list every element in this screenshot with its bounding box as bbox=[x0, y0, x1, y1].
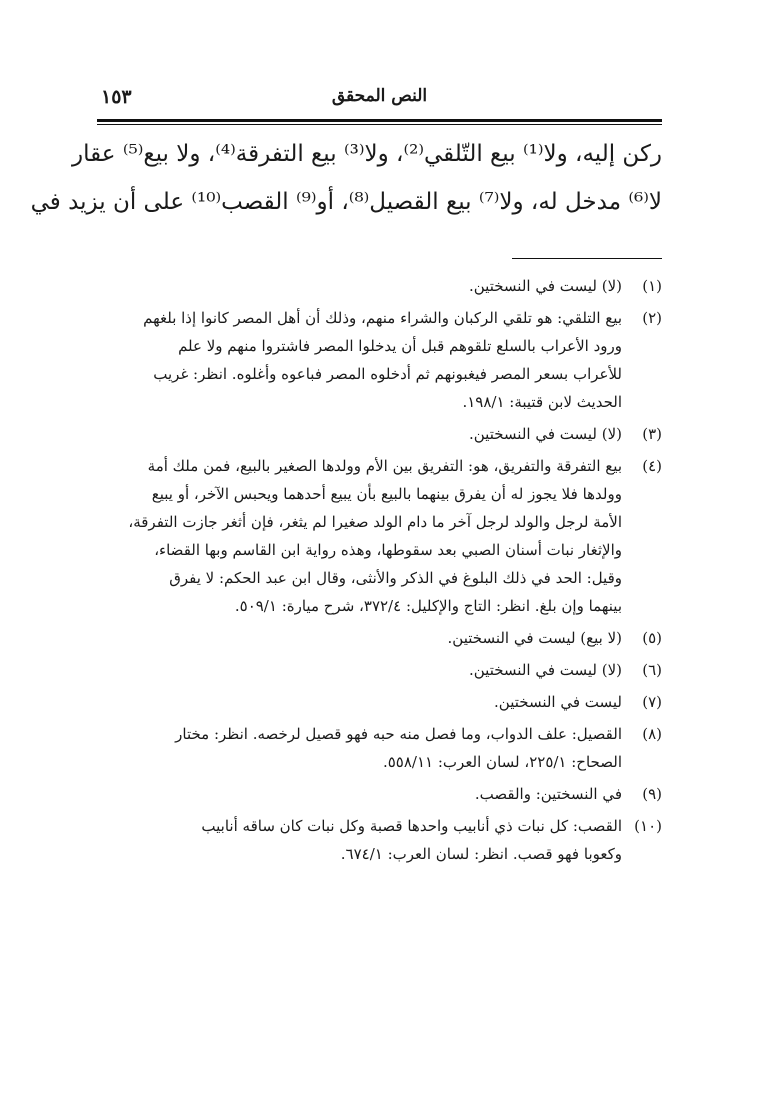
footnote-text: بيع التلقي: هو تلقي الركبان والشراء منهم، وذلك أن أهل المصر كانوا إذا بلغهم bbox=[143, 309, 622, 327]
footnote bbox=[97, 272, 662, 300]
footnote-line: الحديث لابن قتيبة: ١٩٨/١. bbox=[462, 393, 622, 411]
footnote-line: للأعراب بسعر المصر فيغبونهم ثم أدخلوه المصر فباعوه وأغلوه. انظر: غريب bbox=[153, 365, 622, 383]
footnote-line: بينهما وإن بلغ. انظر: التاج والإكليل: ٣٧٢/٤، شرح ميارة: ٥٠٩/١. bbox=[234, 597, 622, 615]
main-text-line: ركن إليه، ولا⁽¹⁾ بيع التّلقي⁽²⁾، ولا⁽³⁾ بيع التفرقة⁽⁴⁾، ولا بيع⁽⁵⁾ عقار bbox=[72, 141, 662, 167]
footnote-line bbox=[97, 272, 662, 300]
footnote-line bbox=[97, 720, 662, 748]
main-text-line: لا⁽⁶⁾ مدخل له، ولا⁽⁷⁾ بيع القصيل⁽⁸⁾، أو⁽⁹⁾ القصب⁽¹⁰⁾ على أن يزيد في bbox=[30, 189, 662, 215]
footnote-text: (لا بيع) ليست في النسختين. bbox=[447, 629, 622, 647]
header-rule-thin bbox=[97, 124, 662, 125]
footnote bbox=[97, 304, 662, 416]
footnote-line bbox=[97, 624, 662, 652]
footnote-line: الصحاح: ٢٢٥/١، لسان العرب: ٥٥٨/١١. bbox=[382, 753, 622, 771]
footnote-line: ورود الأعراب بالسلع تلقوهم قبل أن يدخلوا المصر فاشتروا منهم ولا علم bbox=[178, 337, 622, 355]
footnote-text: القصب: كل نبات ذي أنابيب واحدها قصبة وكل نبات كان ساقه أنابيب bbox=[201, 817, 622, 835]
footnotes bbox=[97, 272, 662, 872]
footnote bbox=[97, 720, 662, 776]
footnote-line bbox=[97, 812, 662, 840]
footnote-number: (١٠) bbox=[634, 817, 662, 835]
footnote-text: ليست في النسختين. bbox=[494, 693, 622, 711]
header-rule-thick bbox=[97, 119, 662, 122]
footnote-text: (لا) ليست في النسختين. bbox=[468, 661, 622, 679]
footnote bbox=[97, 656, 662, 684]
footnote-number: (٤) bbox=[642, 457, 662, 475]
main-text bbox=[30, 130, 662, 226]
footnote bbox=[97, 688, 662, 716]
footnote-number: (٧) bbox=[642, 693, 662, 711]
footnote-text: (لا) ليست في النسختين. bbox=[468, 277, 622, 295]
footnote-line: وكعوبا فهو قصب. انظر: لسان العرب: ٦٧٤/١. bbox=[340, 845, 622, 863]
footnote bbox=[97, 420, 662, 448]
footnote bbox=[97, 452, 662, 620]
footnote-line bbox=[97, 780, 662, 808]
footnote-text: في النسختين: والقصب. bbox=[474, 785, 622, 803]
footnote bbox=[97, 624, 662, 652]
footnote-line bbox=[97, 304, 662, 332]
footnote-line bbox=[97, 420, 662, 448]
footnote-line: وولدها فلا يجوز له أن يفرق بينهما بالبيع بأن يبيع أحدهما ويحبس الآخر، أو يبيع bbox=[151, 485, 622, 503]
page-header bbox=[97, 80, 662, 116]
footnote-line bbox=[97, 452, 662, 480]
footnote-separator bbox=[512, 258, 662, 259]
footnote-number: (٣) bbox=[642, 425, 662, 443]
footnote-number: (٨) bbox=[642, 725, 662, 743]
running-title: النص المحقق bbox=[331, 86, 428, 106]
footnote-text: (لا) ليست في النسختين. bbox=[468, 425, 622, 443]
footnote bbox=[97, 780, 662, 808]
footnote-number: (٢) bbox=[642, 309, 662, 327]
footnote-number: (٩) bbox=[642, 785, 662, 803]
footnote-line bbox=[97, 688, 662, 716]
page-number: ١٥٣ bbox=[101, 86, 132, 108]
footnote-line: الأمة لرجل والولد لرجل آخر ما دام الولد صغيرا لم يثغر، فإن أثغر جازت التفرقة، bbox=[128, 513, 622, 531]
footnote-line: وقيل: الحد في ذلك البلوغ في الذكر والأنثى، وقال ابن عبد الحكم: لا يفرق bbox=[169, 569, 622, 587]
footnote-number: (٦) bbox=[642, 661, 662, 679]
footnote-number: (٥) bbox=[642, 629, 662, 647]
footnote-text: بيع التفرقة والتفريق، هو: التفريق بين الأم وولدها الصغير بالبيع، فمن ملك أمة bbox=[147, 457, 622, 475]
footnote-line: والإثغار نبات أسنان الصبي بعد سقوطها، وهذه رواية ابن القاسم وبها القضاء، bbox=[154, 541, 622, 559]
footnote-text: القصيل: علف الدواب، وما فصل منه حبه فهو قصيل لرخصه. انظر: مختار bbox=[175, 725, 622, 743]
footnote bbox=[97, 812, 662, 868]
footnote-line bbox=[97, 656, 662, 684]
footnote-number: (١) bbox=[642, 277, 662, 295]
